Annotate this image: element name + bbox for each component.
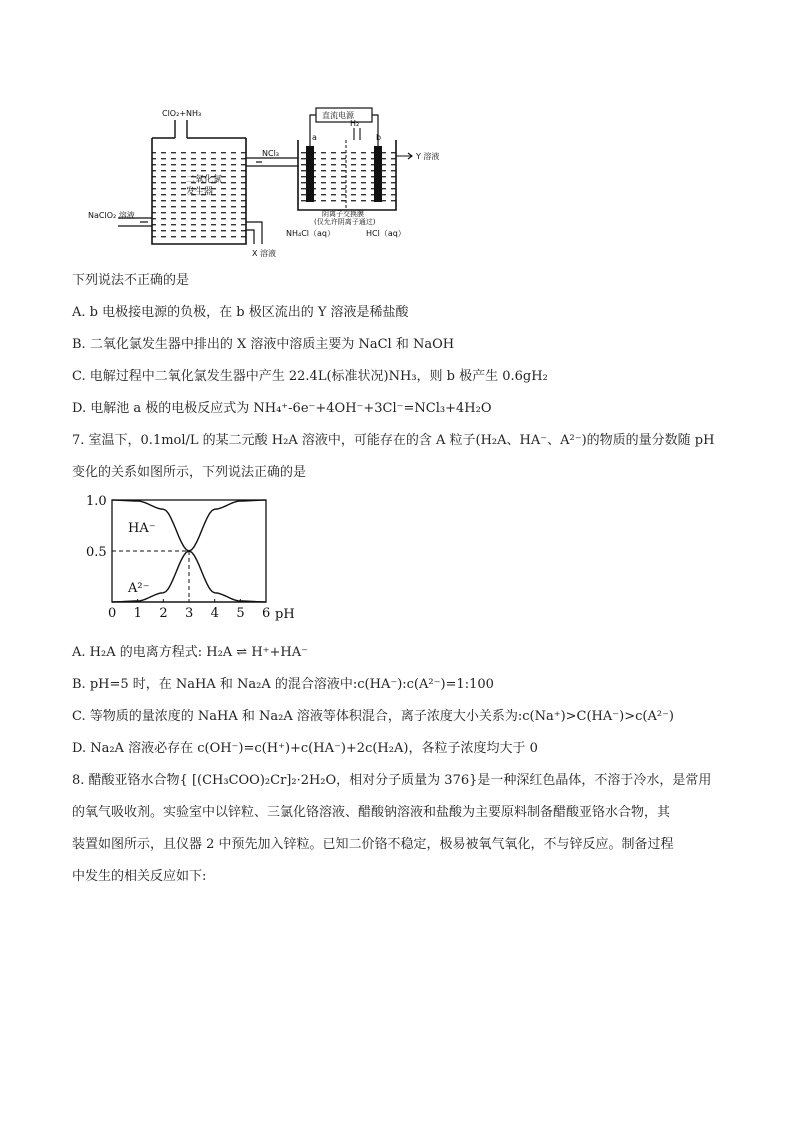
q7-option-a: A. H₂A 的电离方程式: H₂A ⇌ H⁺+HA⁻ [72,645,309,660]
legend-a2: A²⁻ [128,581,150,596]
fraction-ph-chart [0,494,794,624]
ncl3-label: NCl₃ [262,149,279,158]
power-label: 直流电源 [322,111,354,120]
q7-option-c: C. 等物质的量浓度的 NaHA 和 Na₂A 溶液等体积混合，离子浓度大小关系为:c(Na⁺)>C(HA⁻)>c(A²⁻) [72,709,674,724]
x-tick-label: 6 [262,606,271,621]
q6-option-d: D. 电解池 a 极的电极反应式为 NH₄⁺-6e⁻+4OH⁻+3Cl⁻=NCl₃+4H₂O [72,401,492,416]
q6-option-a: A. b 电极接电源的负极，在 b 极区流出的 Y 溶液是稀盐酸 [72,305,409,320]
membrane-label-2: (仅允许阴离子通过) [314,218,376,226]
gas-outlet-pipe [175,120,187,138]
h2-outlet [354,128,360,140]
generator-label-1: 二氧化氯 [186,175,223,185]
y-tick-label: 0.5 [86,545,107,560]
y-outlet-arrow [396,153,412,159]
apparatus-diagram [0,0,794,270]
x-tick-label: 0 [108,606,117,621]
x-tick-label: 2 [159,606,168,621]
q6-stem: 下列说法不正确的是 [72,273,190,288]
top-gas-label: ClO₂+NH₃ [162,109,202,118]
q7-stem-1: 7. 室温下，0.1mol/L 的某二元酸 H₂A 溶液中，可能存在的含 A 粒子(H₂A、HA⁻、A²⁻)的物质的量分数随 pH [72,433,715,448]
membrane-label-1: 阴离子交换膜 [322,210,364,218]
left-solution-label: NH₄Cl（aq） [286,229,335,238]
q7-option-b: B. pH=5 时，在 NaHA 和 Na₂A 的混合溶液中:c(HA⁻):c(A²⁻)=1:100 [72,677,494,692]
q6-option-c: C. 电解过程中二氧化氯发生器中产生 22.4L(标准状况)NH₃，则 b 极产生 0.6gH₂ [72,369,548,384]
x-tick-label: 4 [210,606,219,621]
q7-stem-2: 变化的关系如图所示，下列说法正确的是 [72,465,307,480]
q8-line-2: 的氧气吸收剂。实验室中以锌粒、三氯化铬溶液、醋酸钠溶液和盐酸为主要原料制备醋酸亚铬水合物，其 [72,805,671,820]
right-solution-label: HCl（aq） [366,229,406,238]
electrode-b-label: b [376,133,382,142]
electrode-b [374,146,382,202]
outlet-pipe [246,222,262,244]
h2-label: H₂ [350,119,360,128]
legend-ha: HA⁻ [128,521,156,536]
q6-option-b: B. 二氧化氯发生器中排出的 X 溶液中溶质主要为 NaCl 和 NaOH [72,337,455,352]
y-label: Y 溶液 [416,152,440,161]
electrode-a [306,146,314,202]
inlet-label: NaClO₂ 溶液 [88,211,135,220]
y-tick-label: 1.0 [86,494,107,509]
x-tick-label: 5 [236,606,245,621]
x-tick-label: 3 [185,606,194,621]
outlet-label: X 溶液 [252,249,277,258]
q7-option-d: D. Na₂A 溶液必存在 c(OH⁻)=c(H⁺)+c(HA⁻)+2c(H₂A)，各粒子浓度均大于 0 [72,741,538,756]
q8-line-3: 装置如图所示，且仪器 2 中预先加入锌粒。已知二价铬不稳定，极易被氧气氧化，不与锌反应。制备过程 [72,837,674,852]
q8-line-4: 中发生的相关反应如下: [72,869,207,884]
x-tick-label: 1 [133,606,142,621]
q8-line-1: 8. 醋酸亚铬水合物{ [(CH₃COO)₂Cr]₂·2H₂O，相对分子质量为 376}是一种深红色晶体，不溶于冷水，是常用 [72,773,712,788]
electrode-a-label: a [312,133,317,142]
generator-label-2: 发生器 [186,187,214,197]
connecting-pipe [246,158,298,166]
x-axis-label: pH [275,607,295,622]
